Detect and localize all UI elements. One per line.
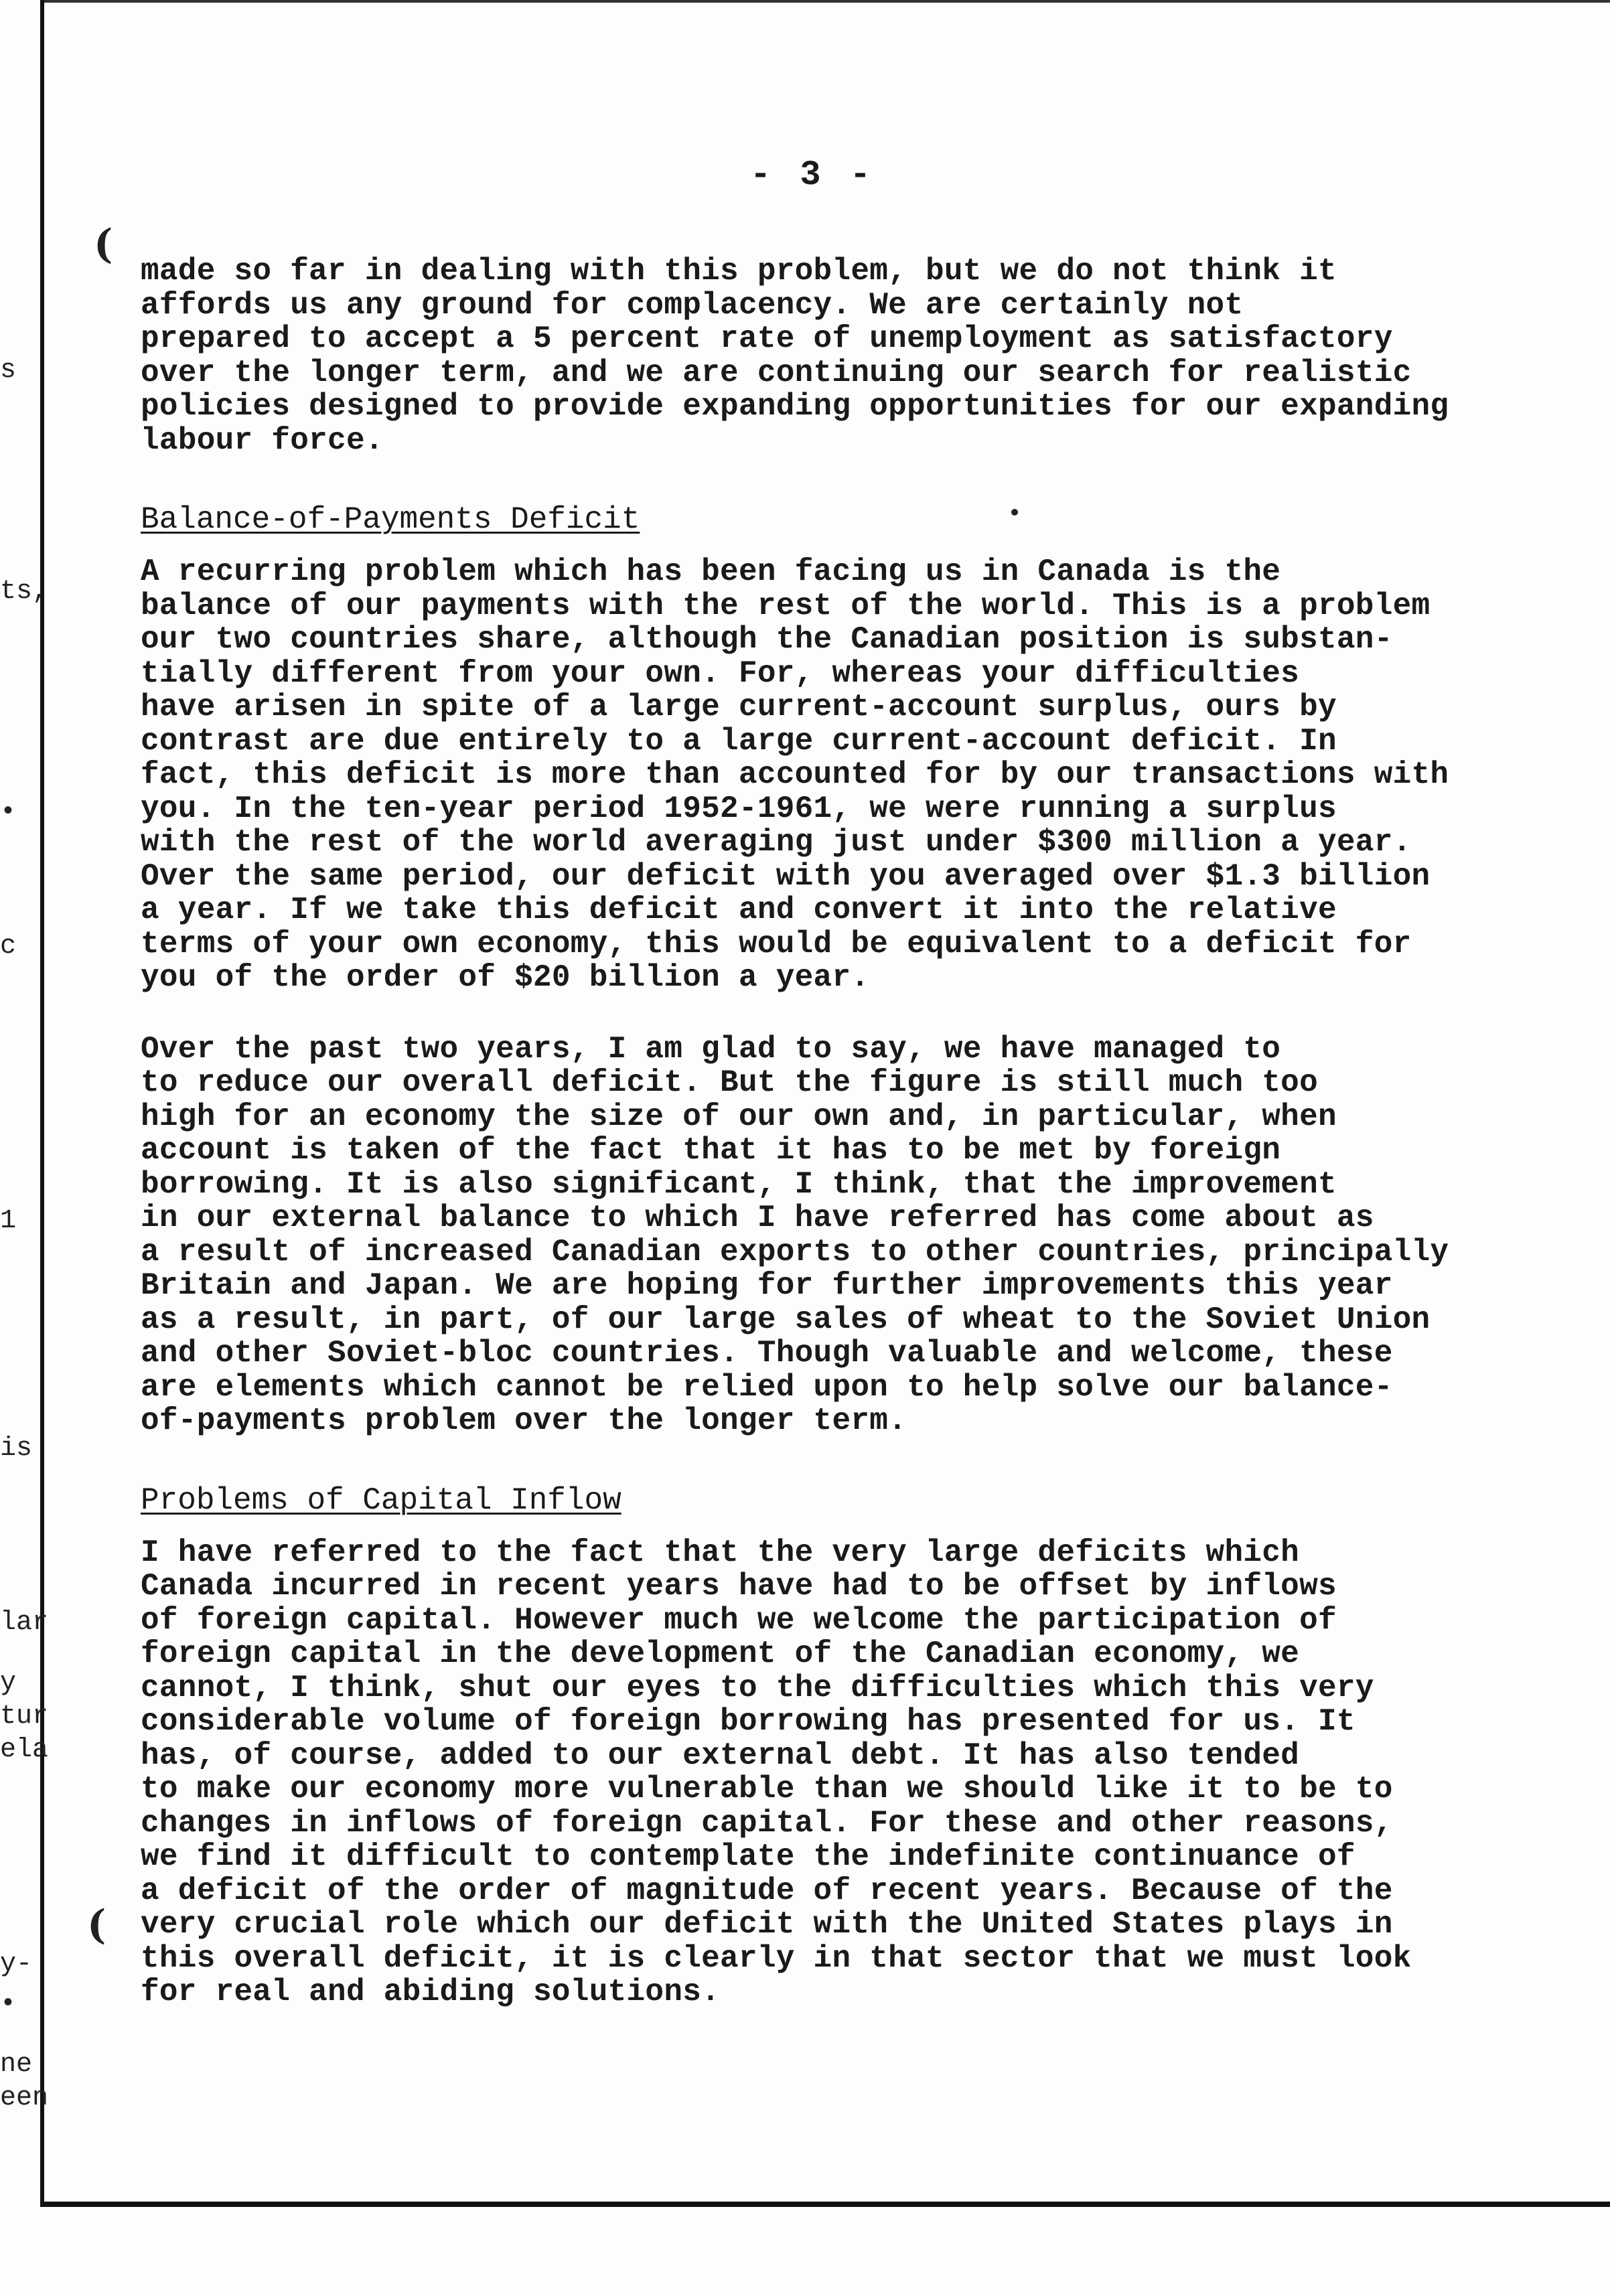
body-text bbox=[141, 254, 1581, 2009]
paragraph: Over the past two years, I am glad to say, we have managed to to reduce our overall deficit. But the figure is still much too high for an economy the size of our own and, in particular, when account is taken of the fact that it has to be met by foreign borrowing. It is also significant, I think, that the improvement in our external balance to which I have referred has come about as a result of increased Canadian exports to other countries, principally Britain and Japan. We are hoping for further improvements this year as a result, in part, of our large sales of wheat to the Soviet Union and other Soviet-bloc countries. Though valuable and welcome, these are elements which cannot be relied upon to help solve our balance- of-payments problem over the longer term. bbox=[141, 1031, 1449, 1438]
page-edge-bottom bbox=[40, 2202, 1610, 2207]
paren-mark: ( bbox=[87, 1902, 106, 1948]
margin-fragment: • bbox=[0, 1989, 17, 2019]
margin-fragment: een bbox=[0, 2083, 49, 2113]
page-edge-left bbox=[40, 0, 44, 2203]
margin-fragment: ne bbox=[0, 2050, 33, 2080]
margin-fragment: y bbox=[0, 1668, 17, 1698]
paragraph: I have referred to the fact that the very large deficits which Canada incurred in recent years have had to be offset by inflows of foreign capital. However much we welcome the participation of foreign capital in the development of the Canadian economy, we cannot, I think, shut our eyes to the difficulties which this very considerable volume of foreign borrowing has presented for us. It has, of course, added to our external debt. It has also tended to make our economy more vulnerable than we should like it to be to changes in inflows of foreign capital. For these and other reasons, we find it difficult to contemplate the indefinite continuance of a deficit of the order of magnitude of recent years. Because of the very crucial role which our deficit with the United States plays in this overall deficit, it is clearly in that sector that we must look for real and abiding solutions. bbox=[141, 1535, 1412, 2009]
section-heading-balance-of-payments: Balance-of-Payments Deficit bbox=[141, 502, 640, 537]
paragraph: made so far in dealing with this problem, but we do not think it affords us any ground for complacency. We are certainly not prepared to accept a 5 percent rate of unemployment as satisfactory over the longer term, and we are continuing our search for realistic policies designed to provide expanding opportunities for our expanding labour force. bbox=[141, 254, 1449, 458]
paragraph: A recurring problem which has been facing us in Canada is the balance of our payments with the rest of the world. This is a problem our two countries share, although the Canadian position is substan- tially different from your own. For, whereas your difficulties have arisen in spite of a large current-account surplus, ours by contrast are due entirely to a large current-account deficit. In fact, this deficit is more than accounted for by our transactions with you. In the ten-year period 1952-1961, we were running a surplus with the rest of the world averaging just under $300 million a year. Over the same period, our deficit with you averaged over $1.3 billion a year. If we take this deficit and convert it into the relative terms of your own economy, this would be equivalent to a deficit for you of the order of $20 billion a year. bbox=[141, 554, 1449, 995]
margin-fragment: is bbox=[0, 1434, 33, 1464]
margin-fragment: • bbox=[0, 797, 17, 828]
margin-fragment: ela bbox=[0, 1735, 49, 1765]
margin-fragment: y- bbox=[0, 1949, 33, 1979]
margin-fragment: 1 bbox=[0, 1206, 17, 1236]
margin-fragment: ts, bbox=[0, 577, 49, 607]
margin-fragment: s bbox=[0, 356, 17, 386]
section-heading-capital-inflow: Problems of Capital Inflow bbox=[141, 1482, 621, 1518]
paren-mark: ( bbox=[94, 221, 113, 268]
margin-fragment: tur bbox=[0, 1701, 49, 1732]
page-edge-top bbox=[40, 0, 1610, 3]
margin-fragment: c bbox=[0, 931, 17, 962]
page-number: - 3 - bbox=[750, 155, 875, 195]
margin-fragment: lar bbox=[0, 1608, 49, 1638]
